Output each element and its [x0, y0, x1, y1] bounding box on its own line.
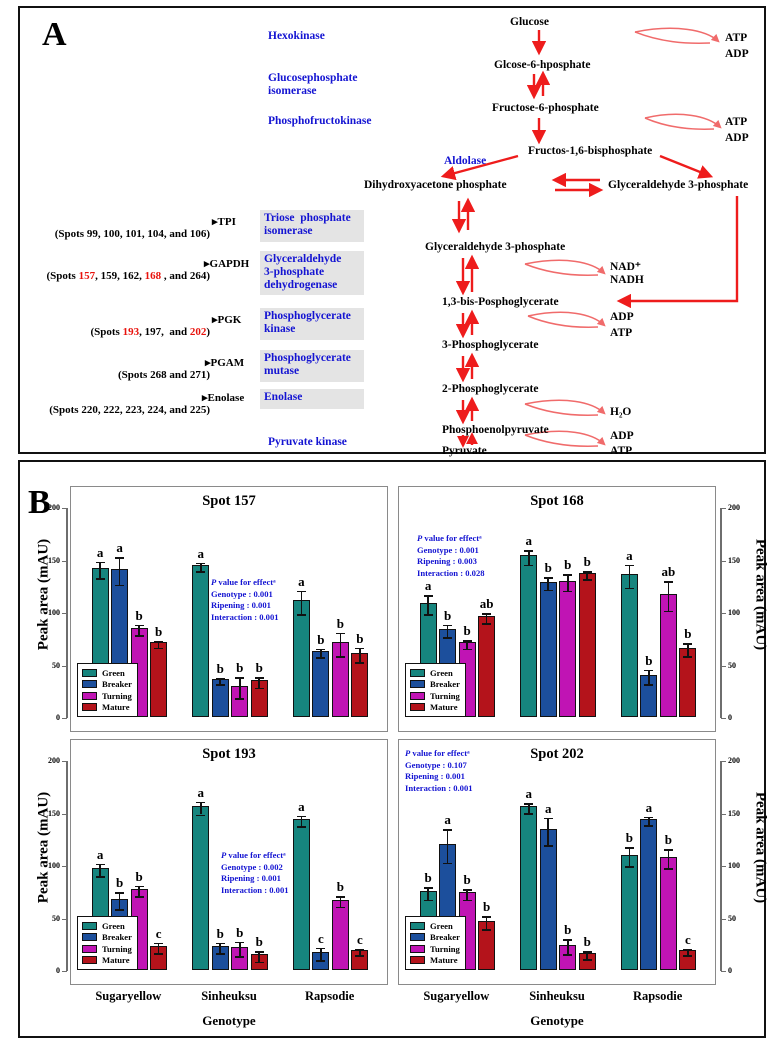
significance-letter: b [463, 872, 471, 888]
significance-letter: b [443, 607, 452, 623]
metabolite-glyceraldehyde-3-phosphate-left: Glyceraldehyde 3-phosphate [425, 241, 566, 253]
legend-label: Turning [102, 690, 132, 701]
y-axis-title-left-bottom: Peak area (mAU) [35, 791, 52, 904]
significance-letter: b [115, 875, 124, 891]
significance-letter: a [444, 812, 451, 828]
legend-label: Breaker [102, 932, 132, 943]
panel-a-letter: A [42, 16, 67, 53]
cofactor-adp-3: ADP [610, 311, 634, 323]
cofactor-adp-4: ADP [610, 430, 634, 442]
significance-letter: ab [661, 564, 676, 580]
metabolite-glyceraldehyde-3-phosphate-right: Glyceraldehyde 3-phosphate [608, 179, 749, 191]
legend-label: Turning [430, 690, 460, 701]
y-axis-tick [721, 561, 726, 562]
significance-letter: b [135, 868, 143, 884]
y-axis-title-right-bottom: Peak area (mAU) [752, 791, 769, 904]
y-axis-tick [721, 814, 726, 815]
significance-letter: b [544, 560, 552, 576]
significance-letter: b [564, 557, 572, 573]
y-axis-tick [62, 666, 67, 667]
p-value-block: P value for effectᵃ Genotype : 0.001 Ripening : 0.001 Interaction : 0.001 [211, 577, 279, 622]
significance-letter: b [424, 869, 432, 885]
legend-label: Mature [102, 702, 130, 713]
cofactor-adp-1: ADP [725, 48, 749, 60]
metabolite-2-phosphoglycerate: 2-Phosphoglycerate [442, 383, 539, 395]
y-axis-tick-label: 150 [728, 555, 740, 565]
significance-letter: b [135, 607, 143, 623]
legend-label: Breaker [102, 679, 132, 690]
significance-letter: a [96, 846, 104, 862]
significance-letter: b [482, 899, 491, 915]
enzyme-box-triose-phosphate-isomerase: Triose phosphate isomerase [260, 210, 364, 242]
enzyme-box-phosphoglycerate-mutase: Phosphoglycerate mutase [260, 350, 364, 382]
y-axis-tick-label: 200 [728, 756, 740, 765]
metabolite-fructose-1-6-bisphosphate: Fructos-1,6-bisphosphate [528, 145, 653, 157]
y-axis-tick-label: 50 [52, 913, 60, 923]
y-axis-tick [721, 666, 726, 667]
significance-letter: b [583, 934, 591, 949]
legend-label: Breaker [430, 932, 460, 943]
significance-letter: a [626, 547, 633, 563]
enzyme-abbrev-tpi: ▸TPI [212, 216, 236, 228]
metabolite-phosphoenolpyruvate: Phosphoenolpyruvate [442, 424, 549, 436]
metabolite-dihydroxyacetone-phosphate: Dihydroxyacetone phosphate [364, 179, 507, 191]
y-axis-tick [62, 561, 67, 562]
significance-letter: b [236, 924, 244, 940]
y-axis-tick [62, 814, 67, 815]
enzyme-box-enolase: Enolase [260, 389, 364, 409]
significance-letter: b [583, 553, 591, 569]
y-axis-tick [721, 866, 726, 867]
significance-letter: a [525, 785, 532, 801]
legend-label: Green [102, 920, 125, 931]
significance-letter: b [255, 660, 263, 675]
enzyme-abbrev-gapdh: ▸GAPDH [204, 258, 250, 270]
enzyme-hexokinase: Hexokinase [268, 30, 325, 42]
p-value-block: P value for effectᵃ Genotype : 0.002 Ripening : 0.001 Interaction : 0.001 [221, 850, 289, 895]
y-axis-tick [62, 613, 67, 614]
cofactor-nad-plus: NAD⁺ [610, 261, 641, 273]
legend-label: Mature [430, 955, 458, 966]
spot-list-tpi: (Spots 99, 100, 101, 104, and 106) [54, 228, 210, 240]
enzyme-abbrev-pgk: ▸PGK [212, 314, 242, 326]
y-axis-tick-label: 200 [48, 756, 60, 765]
spot-list-pgk: (Spots 193, 197, and 202) [90, 326, 210, 338]
y-axis-tick [721, 613, 726, 614]
spot-list-pgam: (Spots 268 and 271) [118, 369, 210, 381]
significance-letter: c [318, 930, 324, 946]
metabolite-glucose: Glucose [510, 16, 549, 28]
cofactor-nadh: NADH [610, 274, 644, 286]
y-axis-tick-label: 100 [48, 861, 60, 870]
y-axis-tick [62, 718, 67, 719]
cofactor-atp-4: ATP [610, 445, 633, 457]
panel-b-letter: B [28, 484, 51, 521]
legend-label: Turning [430, 943, 460, 954]
cofactor-atp-1: ATP [725, 32, 748, 44]
axes-layer [20, 462, 764, 1036]
x-axis-title: Genotype [530, 1013, 584, 1028]
spot-list-gapdh: (Spots 157, 159, 162, 168 , and 264) [46, 270, 210, 282]
y-axis-tick-label: 150 [48, 808, 60, 818]
x-axis-category-rapsodie: Rapsodie [304, 989, 355, 1003]
metabolite-3-phosphoglycerate: 3-Phosphoglycerate [442, 339, 539, 351]
x-axis-category-rapsodie: Rapsodie [632, 989, 683, 1003]
significance-letter: a [645, 799, 653, 815]
legend-label: Green [430, 920, 453, 931]
significance-letter: b [216, 925, 224, 941]
y-axis-tick [62, 971, 67, 972]
enzyme-glucosephosphate-isomerase: Glucosephosphate isomerase [268, 72, 358, 98]
y-axis-tick-label: 50 [728, 913, 736, 923]
enzyme-aldolase: Aldolase [444, 155, 487, 167]
cofactor-water: H₂O [610, 406, 632, 418]
significance-letter: a [197, 784, 204, 800]
enzyme-phosphofructokinase: Phosphofructokinase [268, 115, 372, 127]
y-axis-tick-label: 0 [728, 966, 732, 975]
significance-letter: b [356, 630, 364, 646]
significance-letter: a [96, 544, 104, 560]
y-axis-tick [62, 761, 67, 762]
enzyme-box-phosphoglycerate-kinase: Phosphoglycerate kinase [260, 308, 364, 340]
chart-title: Spot 202 [530, 746, 584, 762]
legend-label: Green [430, 667, 453, 678]
x-axis-category-sinheuksu: Sinheuksu [201, 989, 257, 1003]
enzyme-box-gapdh: Glyceraldehyde 3-phosphate dehydrogenase [260, 251, 364, 295]
x-axis-category-sugaryellow: Sugaryellow [423, 989, 490, 1003]
chart-title: Spot 168 [530, 493, 584, 509]
y-axis-title-right-top: Peak area (mAU) [752, 538, 769, 651]
panel-b [18, 460, 769, 1038]
y-axis-tick [721, 919, 726, 920]
y-axis-tick [721, 718, 726, 719]
significance-letter: b [216, 661, 224, 677]
metabolite-glucose-6-phosphate: Glcose-6-hposphate [494, 59, 591, 71]
significance-letter: a [298, 798, 305, 814]
significance-letter: a [298, 573, 305, 589]
y-axis-tick [62, 919, 67, 920]
legend-label: Breaker [430, 679, 460, 690]
y-axis-tick-label: 150 [48, 555, 60, 565]
y-axis-tick-label: 0 [728, 713, 732, 722]
significance-letter: b [664, 832, 673, 848]
significance-letter: b [154, 624, 163, 640]
y-axis-tick-label: 100 [728, 861, 740, 870]
chart-title: Spot 157 [202, 493, 256, 509]
y-axis-tick [721, 971, 726, 972]
y-axis-tick-label: 150 [728, 808, 740, 818]
y-axis-tick [721, 508, 726, 509]
significance-letter: b [564, 922, 572, 938]
y-axis-tick [721, 761, 726, 762]
enzyme-abbrev-enolase: ▸Enolase [202, 392, 245, 404]
significance-letter: a [424, 578, 432, 594]
y-axis-title-left-top: Peak area (mAU) [35, 538, 52, 651]
legend-label: Mature [102, 955, 130, 966]
y-axis-tick [62, 866, 67, 867]
enzyme-abbrev-pgam: ▸PGAM [205, 357, 245, 369]
chart-title: Spot 193 [202, 746, 256, 762]
metabolite-pyruvate: Pyruvate [442, 445, 487, 457]
y-axis-tick-label: 0 [56, 713, 60, 722]
significance-letter: b [684, 626, 692, 642]
significance-letter: b [625, 830, 634, 846]
legend-label: Mature [430, 702, 458, 713]
spot-list-enolase: (Spots 220, 222, 223, 224, and 225) [49, 404, 210, 416]
y-axis-tick-label: 100 [728, 608, 740, 617]
significance-letter: ab [479, 595, 494, 611]
cofactor-adp-2: ADP [725, 132, 749, 144]
y-axis-tick-label: 50 [728, 660, 736, 670]
significance-letter: b [255, 934, 263, 949]
significance-letter: c [155, 925, 162, 941]
significance-letter: a [545, 800, 552, 816]
p-value-block: P value for effectᵃ Genotype : 0.107 Ripening : 0.001 Interaction : 0.001 [405, 748, 473, 793]
significance-letter: b [645, 652, 653, 668]
significance-letter: c [357, 931, 363, 947]
significance-letter: b [317, 631, 325, 647]
x-axis-category-sinheuksu: Sinheuksu [529, 989, 585, 1003]
y-axis-tick-label: 0 [56, 966, 60, 975]
significance-letter: a [116, 540, 123, 556]
y-axis-tick-label: 100 [48, 608, 60, 617]
significance-letter: b [336, 615, 345, 631]
legend-label: Green [102, 667, 125, 678]
metabolite-1-3-bisphosphoglycerate: 1,3-bis-Posphoglycerate [442, 296, 559, 308]
cofactor-atp-3: ATP [610, 327, 633, 339]
p-value-block: P value for effectᵃ Genotype : 0.001 Ripening : 0.003 Interaction : 0.028 [417, 533, 485, 578]
x-axis-title: Genotype [202, 1013, 256, 1028]
cofactor-atp-2: ATP [725, 116, 748, 128]
y-axis-tick-label: 50 [52, 660, 60, 670]
y-axis-tick [62, 508, 67, 509]
significance-letter: b [336, 879, 345, 895]
x-axis-category-sugaryellow: Sugaryellow [95, 989, 162, 1003]
significance-letter: a [525, 532, 532, 548]
significance-letter: c [685, 931, 691, 947]
significance-letter: b [236, 660, 244, 675]
panel-a [18, 6, 766, 457]
significance-letter: a [197, 545, 204, 561]
significance-letter: b [463, 623, 471, 639]
metabolite-fructose-6-phosphate: Fructose-6-phosphate [492, 102, 599, 114]
enzyme-pyruvate-kinase: Pyruvate kinase [268, 436, 347, 448]
legend-label: Turning [102, 943, 132, 954]
y-axis-tick-label: 200 [48, 503, 60, 512]
y-axis-tick-label: 200 [728, 503, 740, 512]
